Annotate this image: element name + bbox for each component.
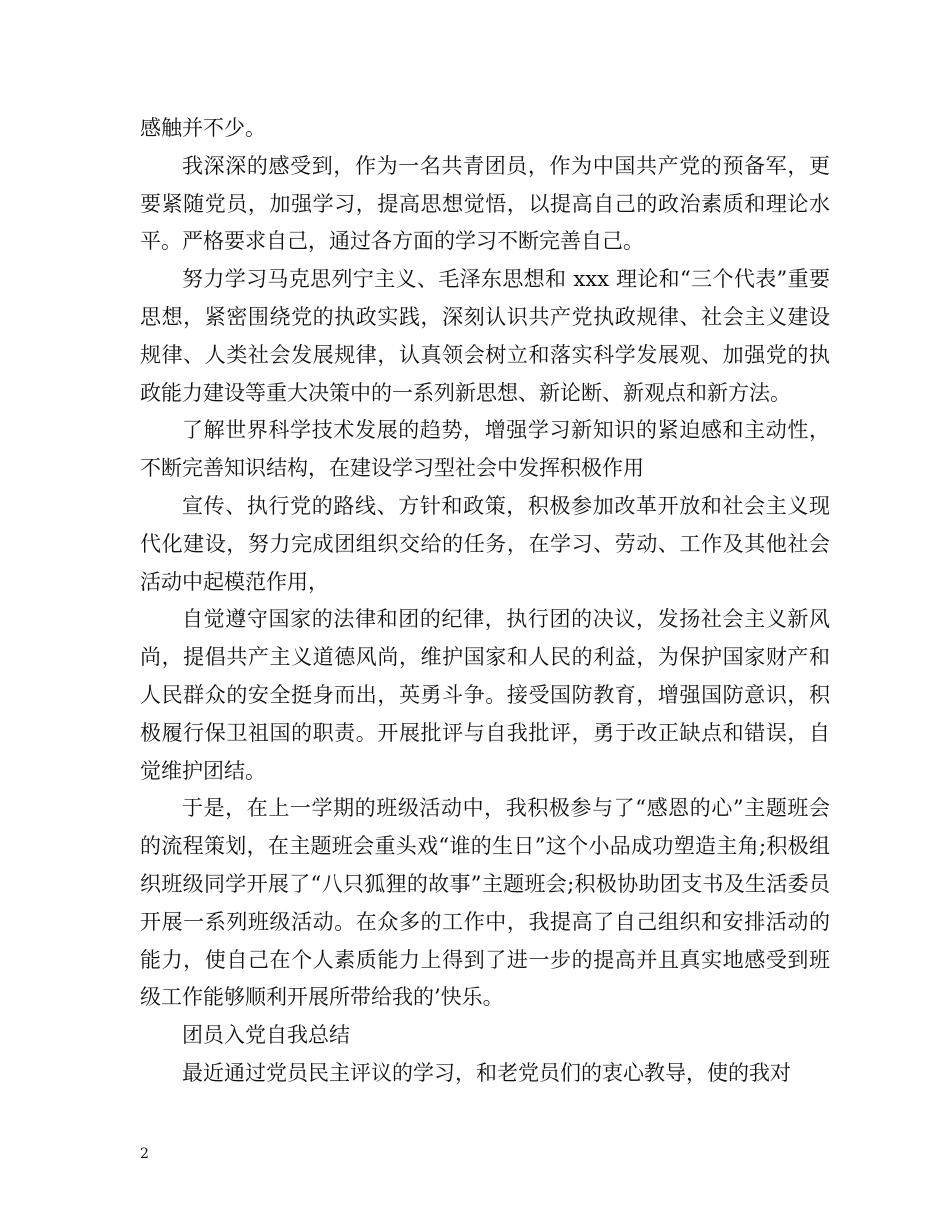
paragraph-9: 最近通过党员民主评议的学习，和老党员们的衷心教导，使的我对 [182, 1060, 791, 1085]
paragraph-1: 感触并不少。 [140, 116, 266, 140]
section-heading: 团员入党自我总结 [182, 1023, 350, 1048]
document-body [140, 110, 830, 1093]
paragraph-7: 于是，在上一学期的班级活动中，我积极参与了“感恩的心”主题班会的流程策划，在主题班会重头戏“谁的生日”这个小品成功塑造主角;积极组织班级同学开展了“八只狐狸的故事”主题班会;积极协助团支书及生活委员开展一系列班级活动。在众多的工作中，我提高了自己组织和安排活动的能力，使自己在个人素质能力上得到了进一步的提高并且真实地感受到班级工作能够顺利开展所带给我的’快乐。 [140, 796, 830, 1010]
paragraph-5: 宣传、执行党的路线、方针和政策，积极参加改革开放和社会主义现代化建设，努力完成团组织交给的任务，在学习、劳动、工作及其他社会活动中起模范作用， [140, 493, 830, 594]
paragraph-6: 自觉遵守国家的法律和团的纪律，执行团的决议，发扬社会主义新风尚，提倡共产主义道德风尚，维护国家和人民的利益，为保护国家财产和人民群众的安全挺身而出，英勇斗争。接受国防教育，增强国防意识，积极履行保卫祖国的职责。开展批评与自我批评，勇于改正缺点和错误，自觉维护团结。 [140, 607, 830, 783]
paragraph-4: 了解世界科学技术发展的趋势，增强学习新知识的紧迫感和主动性，不断完善知识结构，在建设学习型社会中发挥积极作用 [140, 418, 830, 481]
paragraph-3: 努力学习马克思列宁主义、毛泽东思想和 xxx 理论和“三个代表”重要思想，紧密围绕党的执政实践，深刻认识共产党执政规律、社会主义建设规律、人类社会发展规律，认真领会树立和落实科学发展观、加强党的执政能力建设等重大决策中的一系列新思想、新论断、新观点和新方法。 [140, 267, 830, 405]
page-number: 2 [140, 1146, 149, 1162]
paragraph-2: 我深深的感受到，作为一名共青团员，作为中国共产党的预备军，更要紧随党员，加强学习，提高思想觉悟，以提高自己的政治素质和理论水平。严格要求自己，通过各方面的学习不断完善自己。 [140, 153, 830, 254]
